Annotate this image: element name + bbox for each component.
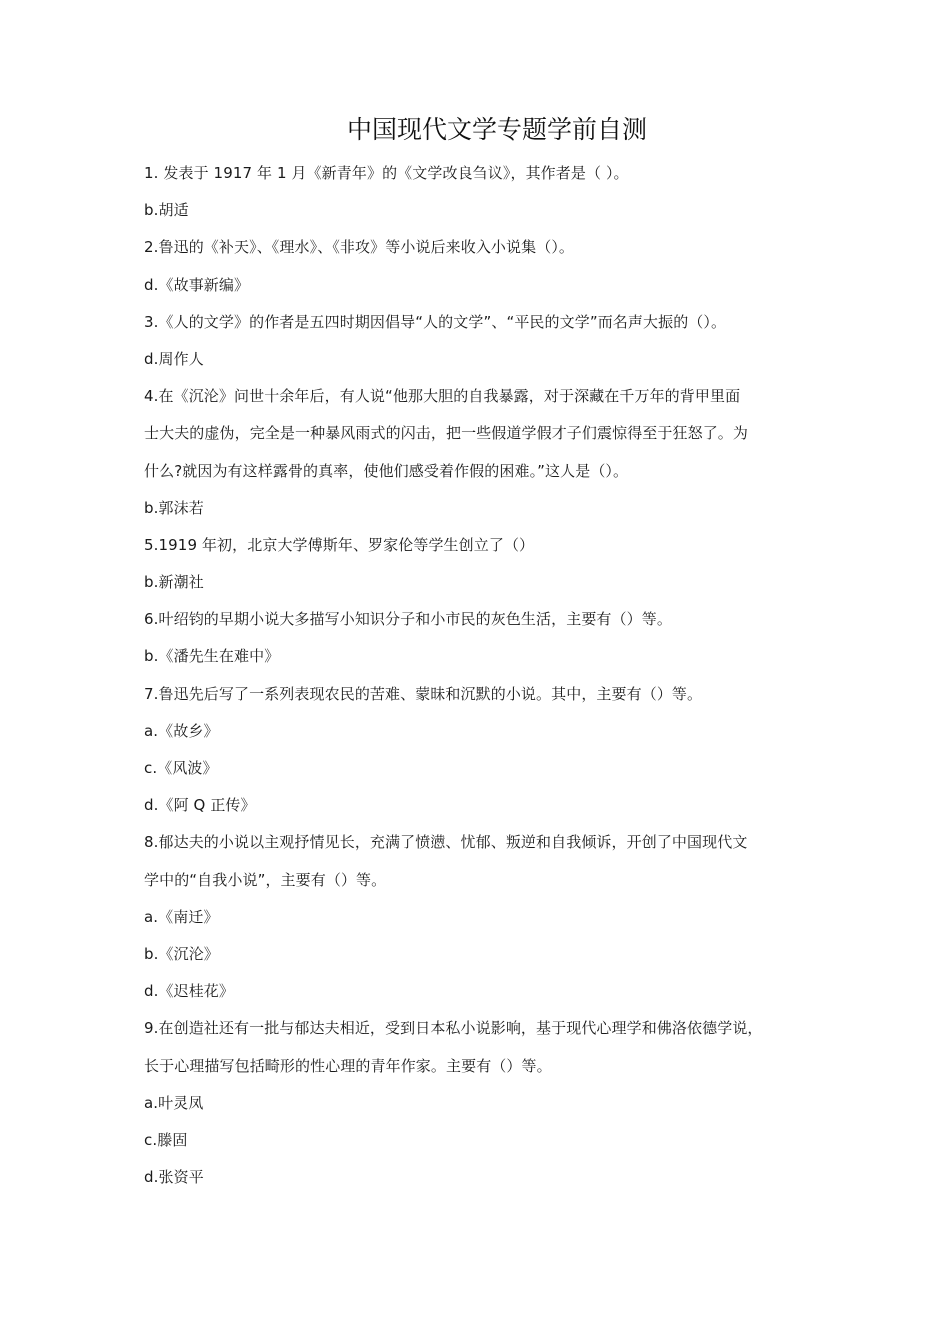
text-line: d.周作人 [144,349,204,368]
text-line: 长于心理描写包括畸形的性心理的青年作家。主要有（）等。 [144,1056,552,1075]
text-line: a.叶灵凤 [144,1093,204,1112]
text-line: d.《阿 Q 正传》 [144,796,256,815]
document-title: 中国现代文学专题学前自测 [346,115,647,144]
text-line: 1. 发表于 1917 年 1 月《新青年》的《文学改良刍议》，其作者是（ ）。 [144,164,629,182]
text-line: c.滕固 [144,1130,188,1149]
text-line: b.郭沫若 [144,498,204,517]
text-line: d.张资平 [144,1168,204,1187]
text-line: b.新潮社 [144,573,204,592]
text-line: 9.在创造社还有一批与郁达夫相近，受到日本私小说影响，基于现代心理学和佛洛依德学说， [144,1019,763,1038]
text-line: 6.叶绍钧的早期小说大多描写小知识分子和小市民的灰色生活，主要有（）等。 [144,610,672,629]
text-line: 士大夫的虚伪，完全是一种暴风雨式的闪击，把一些假道学假才子们震惊得至于狂怒了。为 [144,424,749,443]
text-line: a.《南迁》 [144,907,219,926]
text-line: d.《迟桂花》 [144,982,234,1001]
text-line: b.《沉沦》 [144,944,219,963]
text-line: 8.郁达夫的小说以主观抒情见长，充满了愤懑、忧郁、叛逆和自我倾诉，开创了中国现代文 [144,833,748,852]
text-line: 学中的“自我小说”，主要有（）等。 [144,870,387,889]
text-line: 什么?就因为有这样露骨的真率，使他们感受着作假的困难。”这人是（）。 [144,461,629,480]
text-line: b.《潘先生在难中》 [144,647,280,666]
text-line: 5.1919 年初，北京大学傅斯年、罗家伦等学生创立了（） [144,535,535,554]
text-line: a.《故乡》 [144,721,219,740]
text-line: 4.在《沉沦》问世十余年后，有人说“他那大胆的自我暴露，对于深藏在千万年的背甲里面 [144,387,741,406]
text-line: b.胡适 [144,201,189,220]
text-line: 2.鲁迅的《补天》、《理水》、《非攻》等小说后来收入小说集（）。 [144,238,575,257]
text-line: 3.《人的文学》的作者是五四时期因倡导“人的文学”、“平民的文学”而名声大振的（）。 [144,312,727,331]
text-line: c.《风波》 [144,759,218,777]
text-line: d.《故事新编》 [144,275,250,294]
document-body [144,163,870,1204]
text-line: 7.鲁迅先后写了一系列表现农民的苦难、蒙昧和沉默的小说。其中，主要有（）等。 [144,684,703,703]
